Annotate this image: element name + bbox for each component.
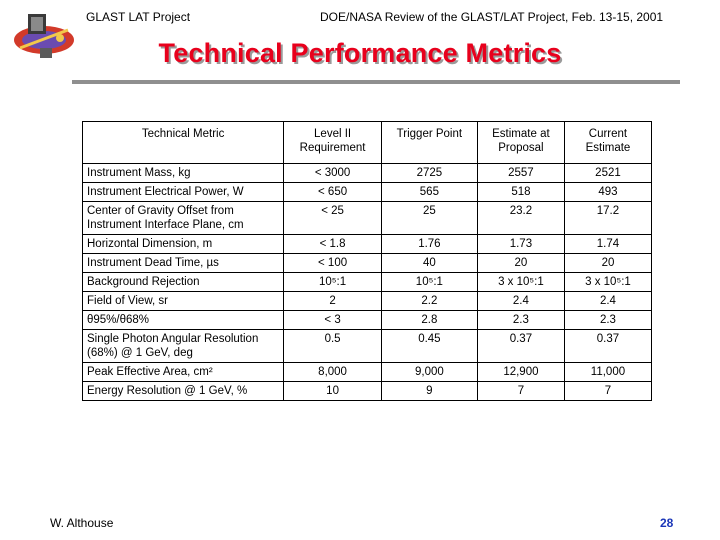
table-cell: 10⁵:1 [381,273,477,292]
table-cell: 40 [381,254,477,273]
table-cell: 518 [477,183,564,202]
table-cell: 9 [381,382,477,401]
table-cell: 9,000 [381,363,477,382]
table-cell: 3 x 10⁵:1 [564,273,651,292]
table-header-row [83,122,652,164]
metric-name: Energy Resolution @ 1 GeV, % [83,382,284,401]
metric-name: Instrument Mass, kg [83,164,284,183]
table-cell: 20 [477,254,564,273]
table-cell: 2.4 [477,292,564,311]
table-cell: < 1.8 [284,235,382,254]
column-header: Trigger Point [381,122,477,164]
table-cell: 0.37 [477,330,564,363]
page-number: 28 [660,516,674,530]
table-cell: 3 x 10⁵:1 [477,273,564,292]
metric-name: Instrument Dead Time, µs [83,254,284,273]
table-cell: 12,900 [477,363,564,382]
table-cell: 20 [564,254,651,273]
metric-name: Peak Effective Area, cm² [83,363,284,382]
table-cell: < 3000 [284,164,382,183]
metric-name: Horizontal Dimension, m [83,235,284,254]
column-header: Technical Metric [83,122,284,164]
table-row [83,164,652,183]
page-title: Technical Performance Metrics [158,38,562,68]
table-cell: 11,000 [564,363,651,382]
title-divider [72,80,680,84]
column-header: Current Estimate [564,122,651,164]
column-header: Level II Requirement [284,122,382,164]
table-cell: 0.5 [284,330,382,363]
table-row [83,292,652,311]
metric-name: θ95%/θ68% [83,311,284,330]
table-cell: 7 [564,382,651,401]
table-row [83,273,652,292]
table-cell: 0.37 [564,330,651,363]
table-cell: 2725 [381,164,477,183]
table-row [83,330,652,363]
table-row [83,363,652,382]
column-header: Estimate at Proposal [477,122,564,164]
metric-name: Single Photon Angular Resolution (68%) @ 1 GeV, deg [83,330,284,363]
table-cell: 23.2 [477,202,564,235]
table-cell: < 650 [284,183,382,202]
metric-name: Field of View, sr [83,292,284,311]
table-row [83,311,652,330]
table-cell: < 25 [284,202,382,235]
table-cell: 1.76 [381,235,477,254]
table-cell: 7 [477,382,564,401]
table-cell: 25 [381,202,477,235]
review-title: DOE/NASA Review of the GLAST/LAT Project, Feb. 13-15, 2001 [320,10,664,24]
table-cell: 565 [381,183,477,202]
table-cell: 2.3 [564,311,651,330]
project-name: GLAST LAT Project [86,10,191,24]
table-cell: 2.8 [381,311,477,330]
table-row [83,254,652,273]
table-row [83,202,652,235]
table-cell: 2521 [564,164,651,183]
metrics-table [82,121,652,401]
table-cell: < 3 [284,311,382,330]
table-row [83,235,652,254]
table-cell: 10 [284,382,382,401]
table-cell: 1.73 [477,235,564,254]
table-cell: 2557 [477,164,564,183]
table-cell: 8,000 [284,363,382,382]
metric-name: Background Rejection [83,273,284,292]
table-row [83,382,652,401]
table-cell: 0.45 [381,330,477,363]
table-cell: 493 [564,183,651,202]
table-cell: 2 [284,292,382,311]
metric-name: Center of Gravity Offset from Instrument Interface Plane, cm [83,202,284,235]
table-cell: 2.3 [477,311,564,330]
table-cell: 2.2 [381,292,477,311]
table-cell: 17.2 [564,202,651,235]
table-cell: < 100 [284,254,382,273]
author-name: W. Althouse [50,516,114,530]
table-row [83,183,652,202]
table-cell: 10⁵:1 [284,273,382,292]
table-cell: 1.74 [564,235,651,254]
table-cell: 2.4 [564,292,651,311]
metric-name: Instrument Electrical Power, W [83,183,284,202]
